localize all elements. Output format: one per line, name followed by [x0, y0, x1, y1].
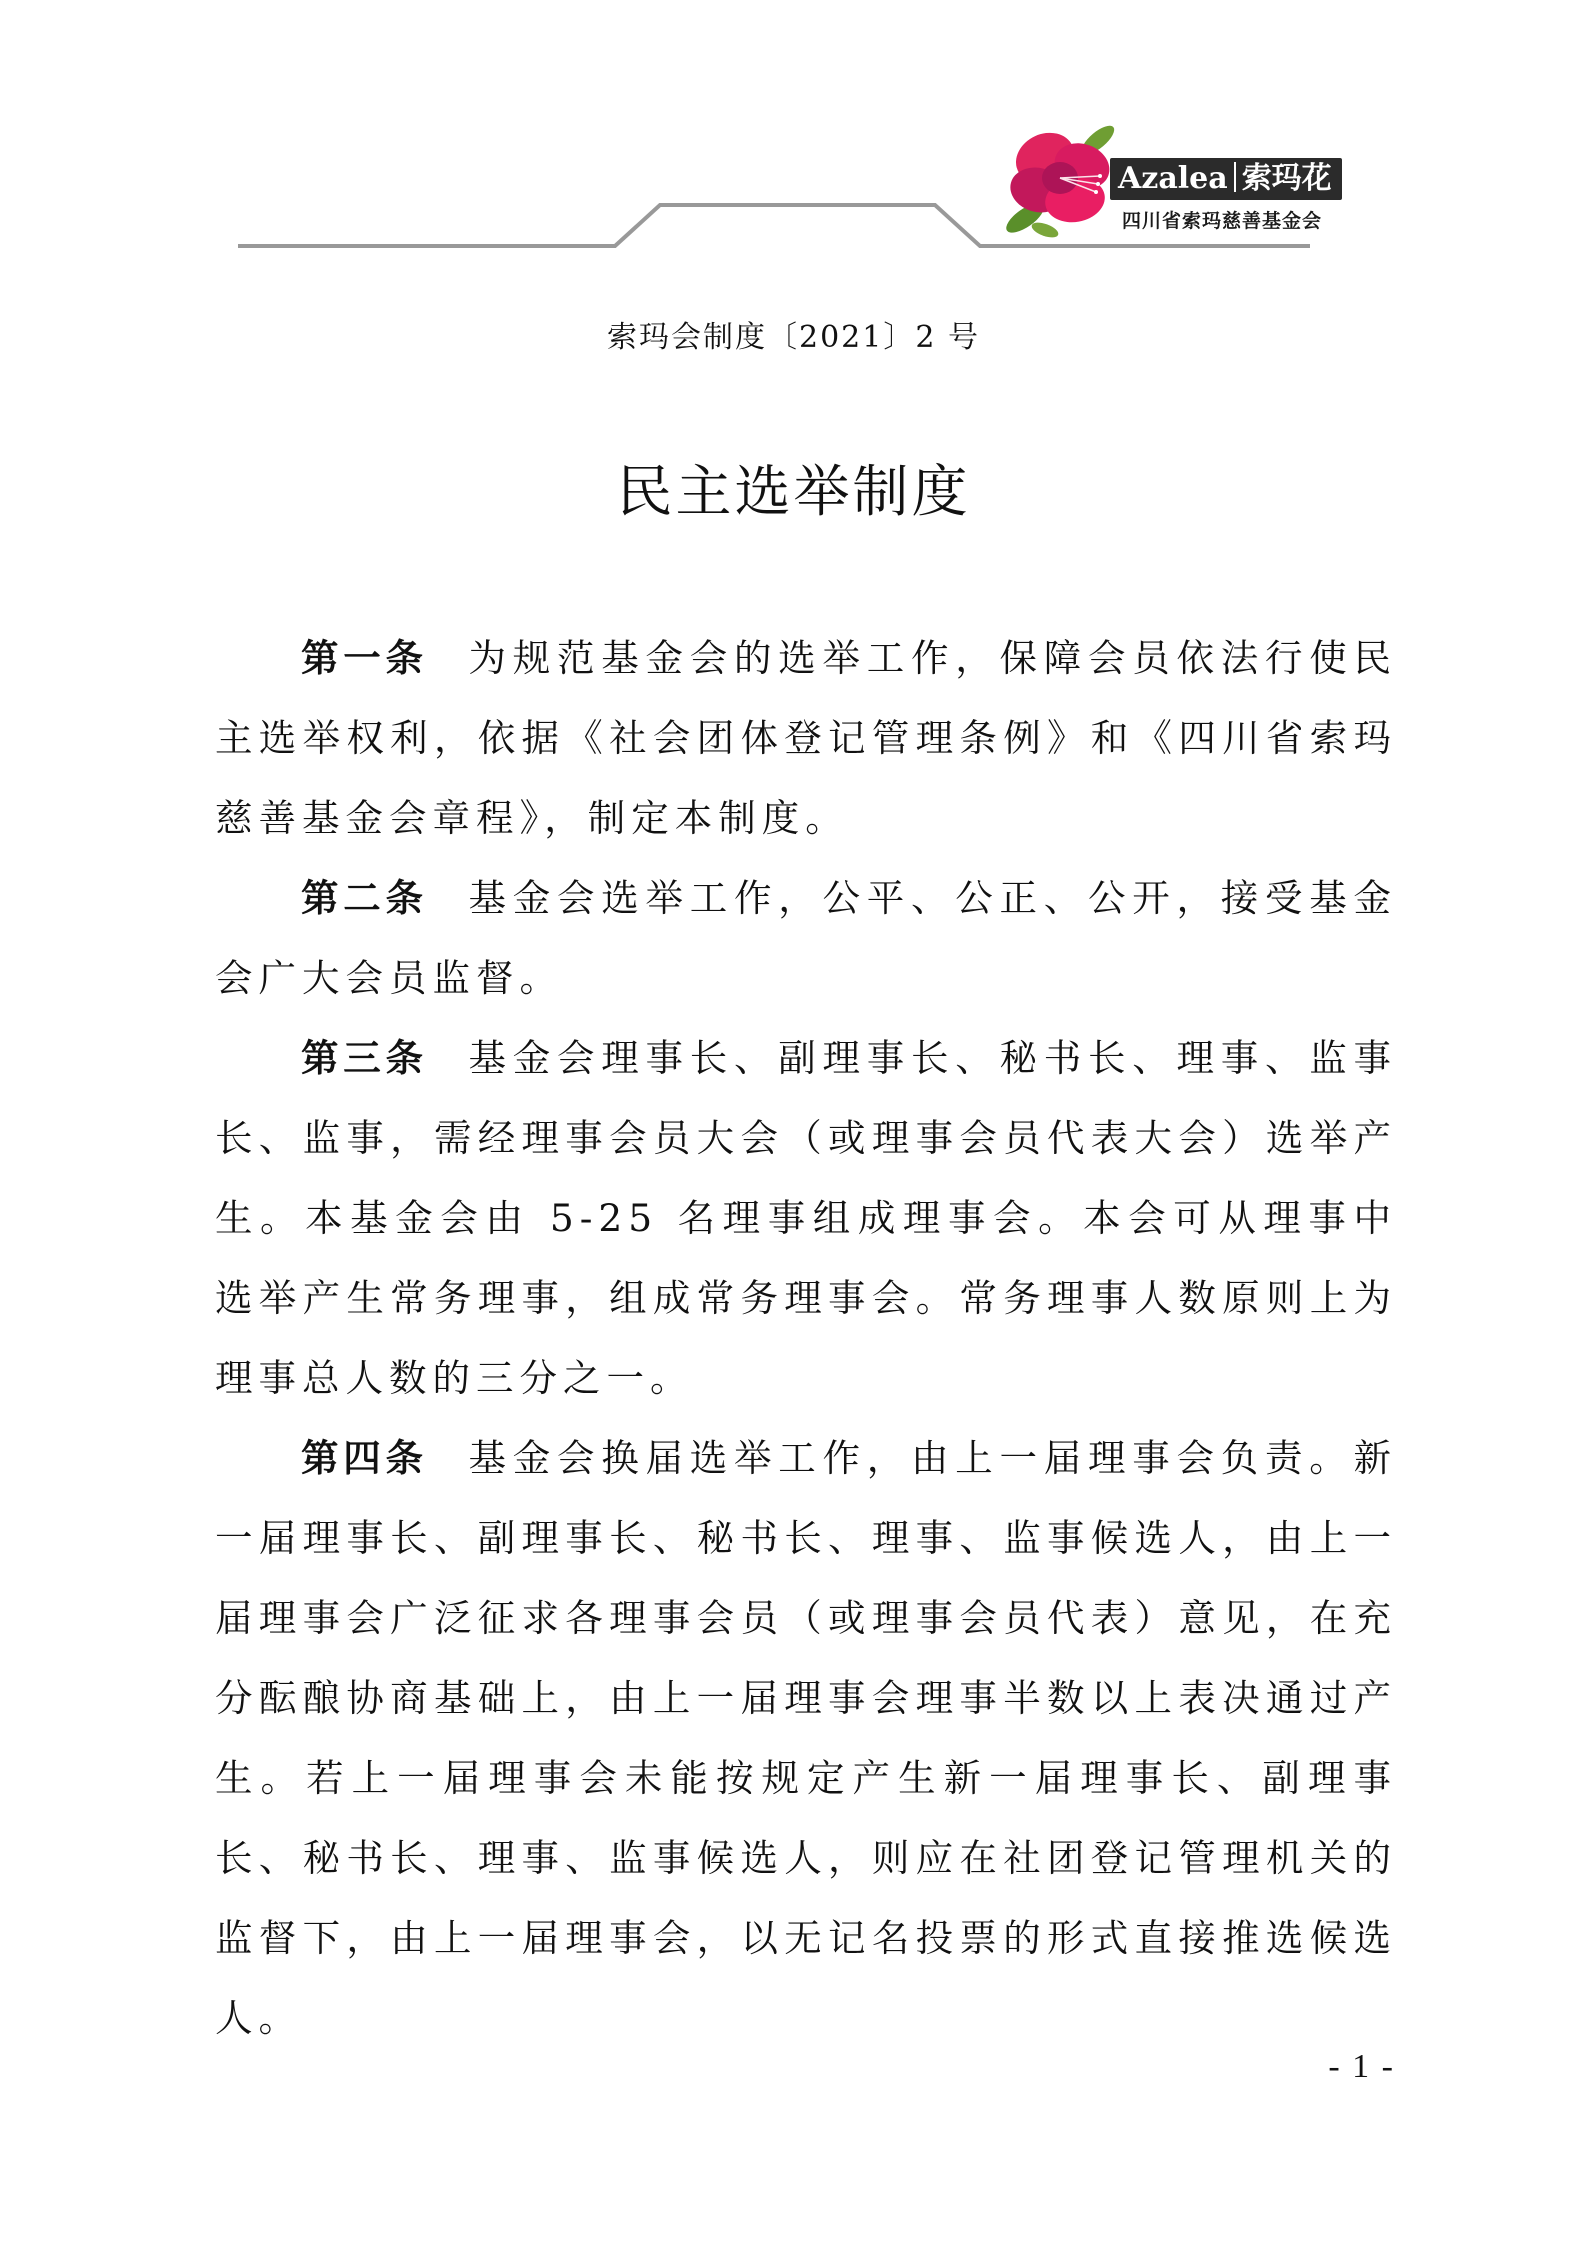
article-number: 第三条: [301, 1036, 428, 1080]
article-paragraph: [215, 1018, 1397, 1418]
article-paragraph: [215, 1418, 1397, 2058]
document-title: 民主选举制度: [616, 460, 971, 525]
logo-separator: [1234, 162, 1236, 192]
article-text: 基金会选举工作，公平、公正、公开，接受基金会广大会员监督。: [215, 876, 1397, 1000]
article-text: 基金会理事长、副理事长、秘书长、理事、监事长、监事，需经理事会员大会（或理事会员代表大会）选举产生。本基金会由 5-25 名理事组成理事会。本会可从理事中选举产生常务理事，组成常务理事会。常务理事人数原则上为理事总人数的三分之一。: [215, 1036, 1397, 1400]
article-text: 基金会换届选举工作，由上一届理事会负责。新一届理事长、副理事长、秘书长、理事、监事候选人，由上一届理事会广泛征求各理事会员（或理事会员代表）意见，在充分酝酿协商基础上，由上一届理事会理事半数以上表决通过产生。若上一届理事会未能按规定产生新一届理事长、副理事长、秘书长、理事、监事候选人，则应在社团登记管理机关的监督下，由上一届理事会，以无记名投票的形式直接推选候选人。: [215, 1436, 1397, 2040]
azalea-flower-icon: [1000, 118, 1125, 243]
article-paragraph: [215, 858, 1397, 1018]
page-number: - 1 -: [1328, 2048, 1395, 2085]
article-number: 第四条: [301, 1436, 428, 1480]
article-number: 第二条: [301, 876, 428, 920]
article-text: 为规范基金会的选举工作，保障会员依法行使民主选举权利，依据《社会团体登记管理条例》和《四川省索玛慈善基金会章程》，制定本制度。: [215, 636, 1397, 840]
document-body: [215, 618, 1397, 2058]
logo-org-name: 四川省索玛慈善基金会: [1122, 210, 1323, 232]
foundation-logo: [1000, 118, 1330, 243]
article-paragraph: [215, 618, 1397, 858]
document-number: 索玛会制度〔2021〕2 号: [607, 320, 980, 355]
logo-brand-en: Azalea: [1118, 161, 1228, 196]
header-divider: [0, 0, 1587, 260]
logo-brand-label: [1110, 158, 1342, 200]
article-number: 第一条: [301, 636, 428, 680]
logo-brand-cn: 索玛花: [1241, 161, 1332, 196]
